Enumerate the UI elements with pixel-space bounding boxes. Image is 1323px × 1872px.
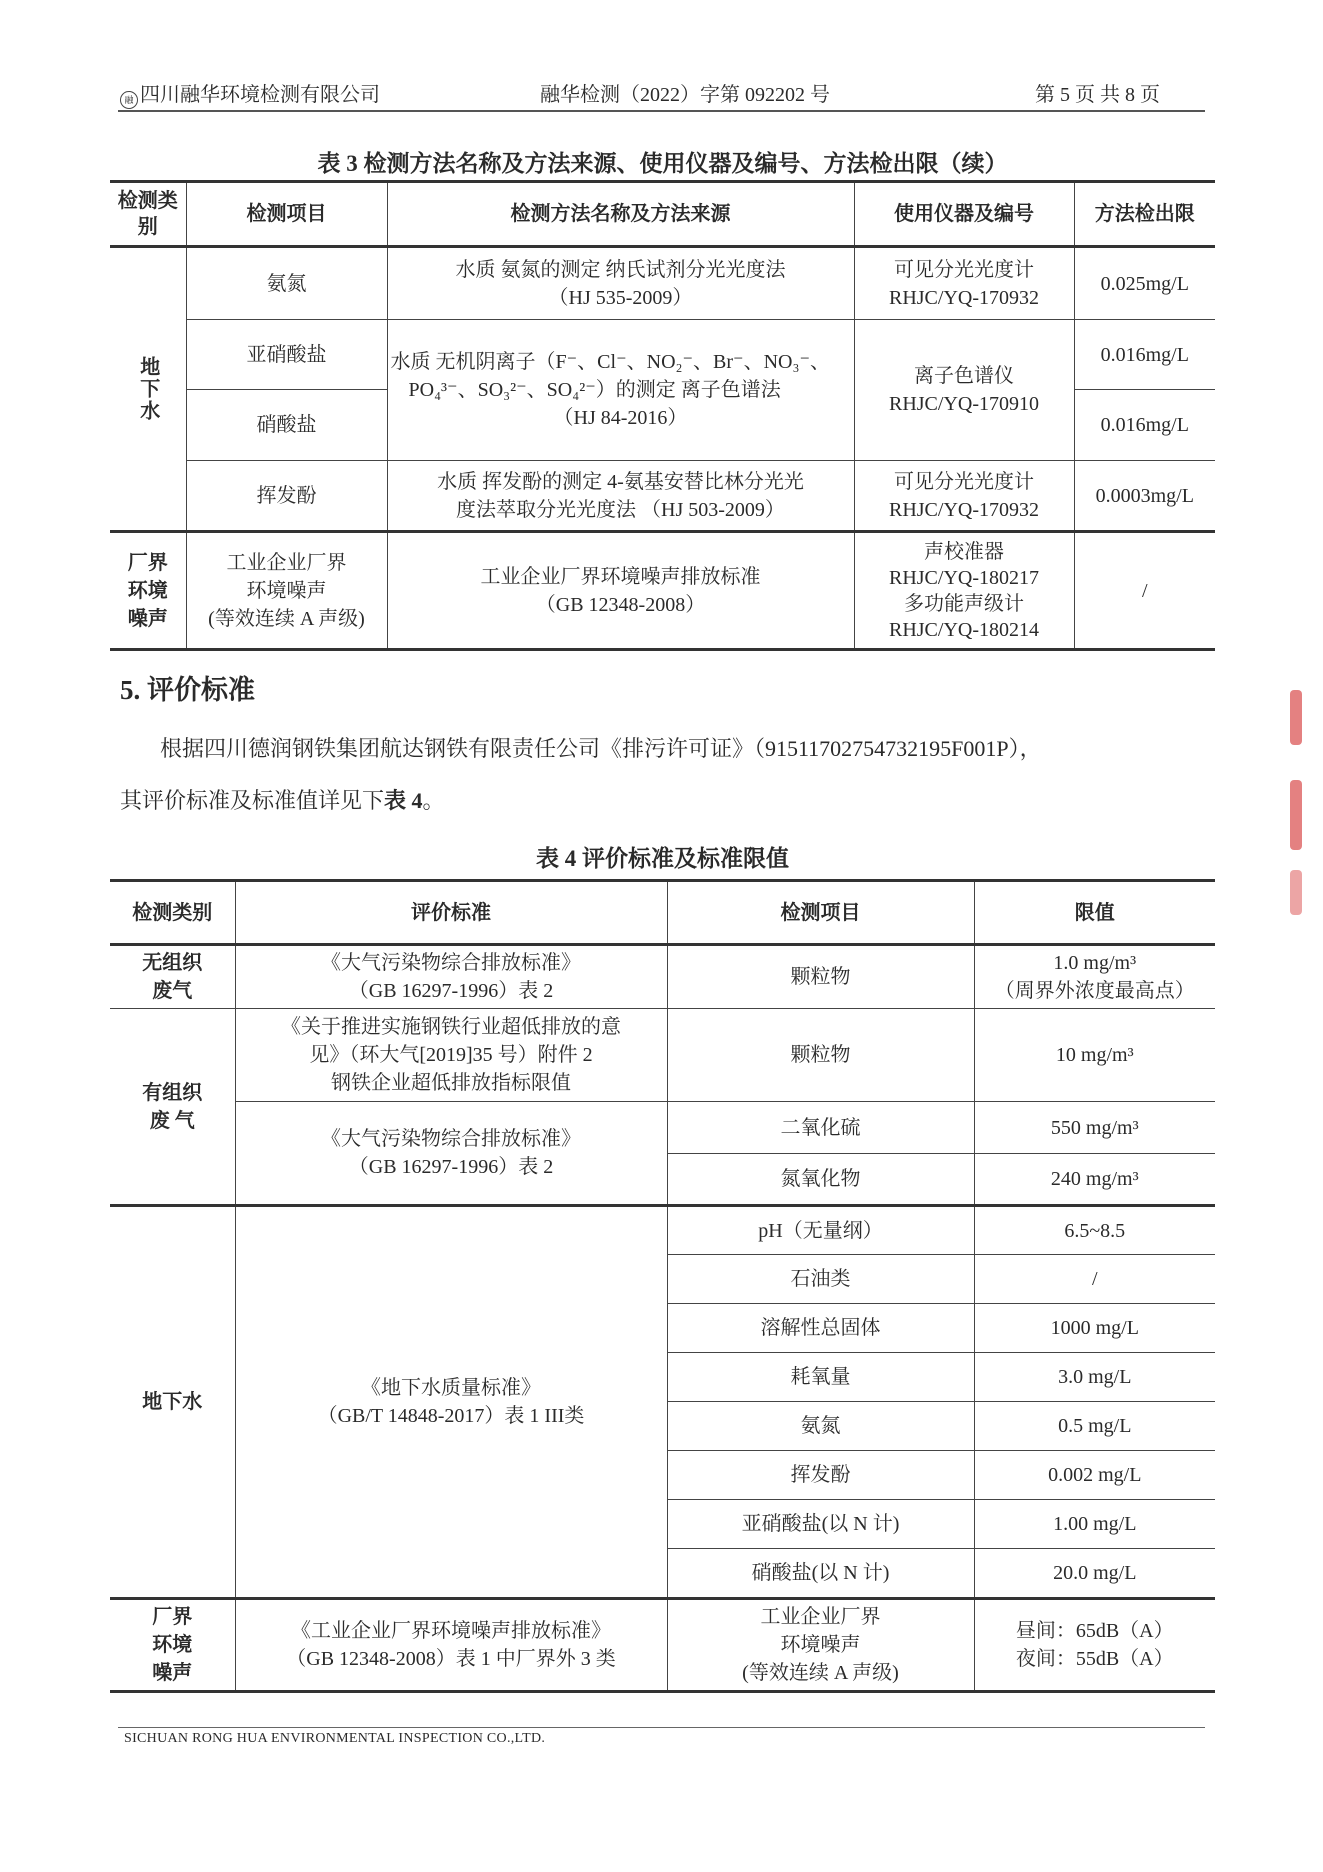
t4-item: 亚硝酸盐(以 N 计) xyxy=(667,1500,974,1549)
t4-item: 颗粒物 xyxy=(667,945,974,1009)
instrument-line: RHJC/YQ-180214 xyxy=(888,618,1039,641)
t4-item: 氮氧化物 xyxy=(667,1154,974,1206)
table-row xyxy=(110,461,1215,532)
limit-line: 1.0 mg/m³ xyxy=(1053,952,1137,974)
item-line: 环境噪声 xyxy=(246,579,327,602)
instrument-line: RHJC/YQ-180217 xyxy=(888,566,1039,589)
table-row xyxy=(110,1206,1215,1255)
t4-limit xyxy=(974,1599,1215,1692)
t4-standard xyxy=(235,945,667,1009)
t4-header-item: 检测项目 xyxy=(667,881,974,945)
t4-header-limit: 限值 xyxy=(974,881,1215,945)
table3 xyxy=(110,180,1215,651)
t3-limit: 0.0003mg/L xyxy=(1074,461,1215,532)
t3-item: 硝酸盐 xyxy=(186,390,387,461)
method-line: （HJ 535-2009） xyxy=(548,286,693,309)
instrument-line: 声校准器 xyxy=(924,540,1004,563)
report-number: 融华检测（2022）字第 092202 号 xyxy=(540,84,830,106)
method-line: 水质 氨氮的测定 纳氏试剂分光光度法 xyxy=(455,258,786,281)
t4-limit xyxy=(974,945,1215,1009)
t3-item xyxy=(186,532,387,650)
t4-category xyxy=(110,1009,235,1206)
method-line: 工业企业厂界环境噪声排放标准 xyxy=(480,565,761,588)
category-line: 厂界 xyxy=(152,1606,193,1628)
t3-category-noise xyxy=(110,532,186,650)
t4-item: 硝酸盐(以 N 计) xyxy=(667,1549,974,1599)
limit-line: 昼间：65dB（A） xyxy=(1015,1620,1174,1642)
category-line: 废 气 xyxy=(149,1109,195,1132)
method-line: 水质 无机阴离子（F⁻、Cl⁻、NO₂⁻、Br⁻、NO₃⁻、 xyxy=(390,351,831,373)
t4-item: 氨氮 xyxy=(667,1402,974,1451)
t4-limit: 0.5 mg/L xyxy=(974,1402,1215,1451)
standard-line: 《大气污染物综合排放标准》 xyxy=(321,952,581,974)
paragraph xyxy=(120,784,1220,815)
category-line: 环境 xyxy=(127,579,168,602)
category-line: 厂界 xyxy=(127,551,168,574)
category-line: 无组织 xyxy=(142,952,203,974)
standard-line: 《大气污染物综合排放标准》 xyxy=(321,1128,581,1150)
t3-item: 亚硝酸盐 xyxy=(186,320,387,390)
table-row xyxy=(110,1009,1215,1102)
table-row xyxy=(110,1102,1215,1154)
t4-item xyxy=(667,1599,974,1692)
t4-item: 二氧化硫 xyxy=(667,1102,974,1154)
company-name-text: 四川融华环境检测有限公司 xyxy=(140,84,380,106)
stamp-mark xyxy=(1290,870,1302,915)
t3-header-item: 检测项目 xyxy=(186,182,387,247)
standard-line: （GB 12348-2008）表 1 中厂界外 3 类 xyxy=(286,1648,616,1670)
standard-line: 《工业企业厂界环境噪声排放标准》 xyxy=(291,1620,611,1642)
t3-method xyxy=(387,247,854,320)
paragraph: 根据四川德润钢铁集团航达钢铁有限责任公司《排污许可证》（91511702754732195F001P）， xyxy=(160,736,1042,761)
instrument-line: 多功能声级计 xyxy=(904,592,1024,615)
t3-header-category: 检测类别 xyxy=(110,182,186,247)
t4-category: 地下水 xyxy=(110,1206,235,1599)
t4-limit: 550 mg/m³ xyxy=(974,1102,1215,1154)
t3-limit: / xyxy=(1074,532,1215,650)
t4-item: 颗粒物 xyxy=(667,1009,974,1102)
section-heading: 5. 评价标准 xyxy=(120,675,255,705)
t3-item: 氨氮 xyxy=(186,247,387,320)
instrument-line: 离子色谱仪 xyxy=(914,365,1014,387)
t3-header-limit: 方法检出限 xyxy=(1074,182,1215,247)
method-line: 度法萃取分光光度法 （HJ 503-2009） xyxy=(456,498,785,521)
table-row xyxy=(110,945,1215,1009)
standard-line: （GB/T 14848-2017）表 1 III类 xyxy=(317,1405,585,1427)
t4-item: 溶解性总固体 xyxy=(667,1304,974,1353)
t3-limit: 0.016mg/L xyxy=(1074,320,1215,390)
standard-line: （GB 16297-1996）表 2 xyxy=(348,980,554,1002)
t4-limit: 1.00 mg/L xyxy=(974,1500,1215,1549)
limit-line: （周界外浓度最高点） xyxy=(994,980,1195,1002)
t4-item: 耗氧量 xyxy=(667,1353,974,1402)
instrument-line: RHJC/YQ-170910 xyxy=(888,393,1039,415)
t3-instrument xyxy=(854,532,1074,650)
table4 xyxy=(110,879,1215,1693)
standard-line: 《关于推进实施钢铁行业超低排放的意 xyxy=(281,1016,621,1038)
t4-standard xyxy=(235,1599,667,1692)
limit-line: 夜间：55dB（A） xyxy=(1015,1648,1174,1670)
t4-limit: 6.5~8.5 xyxy=(974,1206,1215,1255)
t4-header-category: 检测类别 xyxy=(110,881,235,945)
t4-item: 挥发酚 xyxy=(667,1451,974,1500)
footer-divider xyxy=(118,1727,1205,1728)
stamp-mark xyxy=(1290,690,1302,745)
t3-method xyxy=(387,320,854,461)
footer-company: SICHUAN RONG HUA ENVIRONMENTAL INSPECTION CO.,LTD. xyxy=(124,1731,546,1746)
t3-header-method: 检测方法名称及方法来源 xyxy=(387,182,854,247)
t3-instrument xyxy=(854,320,1074,461)
t3-category-groundwater xyxy=(110,247,186,532)
header-divider xyxy=(118,110,1205,112)
table-row xyxy=(110,532,1215,650)
category-line: 有组织 xyxy=(142,1081,203,1104)
t4-standard xyxy=(235,1102,667,1206)
t3-item: 挥发酚 xyxy=(186,461,387,532)
method-line: （GB 12348-2008） xyxy=(535,593,706,616)
instrument-line: 可见分光光度计 xyxy=(894,258,1034,281)
instrument-line: RHJC/YQ-170932 xyxy=(888,498,1039,521)
t4-header-standard: 评价标准 xyxy=(235,881,667,945)
item-line: 工业企业厂界 xyxy=(226,551,347,574)
t3-instrument xyxy=(854,461,1074,532)
t3-method xyxy=(387,532,854,650)
table-row xyxy=(110,247,1215,320)
t3-limit: 0.016mg/L xyxy=(1074,390,1215,461)
category-line: 噪声 xyxy=(152,1662,193,1684)
instrument-line: 可见分光光度计 xyxy=(894,470,1034,493)
company-name xyxy=(120,78,380,109)
standard-line: 钢铁企业超低排放指标限值 xyxy=(331,1072,571,1094)
t4-item: 石油类 xyxy=(667,1255,974,1304)
t4-standard xyxy=(235,1009,667,1102)
category-line: 环境 xyxy=(152,1634,193,1656)
t4-limit: 20.0 mg/L xyxy=(974,1549,1215,1599)
method-line: （HJ 84-2016） xyxy=(553,407,688,429)
t4-item: pH（无量纲） xyxy=(667,1206,974,1255)
t3-limit: 0.025mg/L xyxy=(1074,247,1215,320)
t4-limit: / xyxy=(974,1255,1215,1304)
t4-category xyxy=(110,945,235,1009)
stamp-mark xyxy=(1290,780,1302,850)
category-line: 废气 xyxy=(152,980,193,1002)
instrument-line: RHJC/YQ-170932 xyxy=(888,286,1039,309)
page-number: 第 5 页 共 8 页 xyxy=(1035,84,1160,106)
paragraph-text: 。 xyxy=(422,788,445,813)
t3-instrument xyxy=(854,247,1074,320)
standard-line: 见》（环大气[2019]35 号）附件 2 xyxy=(309,1044,593,1066)
table3-caption: 表 3 检测方法名称及方法来源、使用仪器及编号、方法检出限（续） xyxy=(317,151,1008,176)
paragraph-text: 其评价标准及标准值详见下 xyxy=(120,788,385,813)
t4-limit: 1000 mg/L xyxy=(974,1304,1215,1353)
method-line: 水质 挥发酚的测定 4-氨基安替比林分光光 xyxy=(437,470,804,493)
table-reference: 表 4 xyxy=(384,788,423,813)
table-row xyxy=(110,320,1215,390)
company-seal-logo-icon: 融 xyxy=(120,91,138,109)
standard-line: （GB 16297-1996）表 2 xyxy=(348,1156,554,1178)
item-line: (等效连续 A 声级) xyxy=(208,607,365,630)
t4-limit: 3.0 mg/L xyxy=(974,1353,1215,1402)
item-line: (等效连续 A 声级) xyxy=(742,1662,899,1684)
t3-method xyxy=(387,461,854,532)
category-text: 地下水 xyxy=(136,356,159,422)
t3-header-instrument: 使用仪器及编号 xyxy=(854,182,1074,247)
t4-limit: 10 mg/m³ xyxy=(974,1009,1215,1102)
table4-caption: 表 4 评价标准及标准限值 xyxy=(536,846,789,871)
standard-line: 《地下水质量标准》 xyxy=(361,1377,541,1399)
item-line: 环境噪声 xyxy=(780,1634,861,1656)
table-row xyxy=(110,1599,1215,1692)
t4-limit: 0.002 mg/L xyxy=(974,1451,1215,1500)
item-line: 工业企业厂界 xyxy=(760,1606,881,1628)
method-line: PO₄³⁻、SO₃²⁻、SO₄²⁻）的测定 离子色谱法 xyxy=(408,379,781,401)
t4-category xyxy=(110,1599,235,1692)
t4-standard xyxy=(235,1206,667,1599)
category-line: 噪声 xyxy=(127,607,168,630)
t4-limit: 240 mg/m³ xyxy=(974,1154,1215,1206)
